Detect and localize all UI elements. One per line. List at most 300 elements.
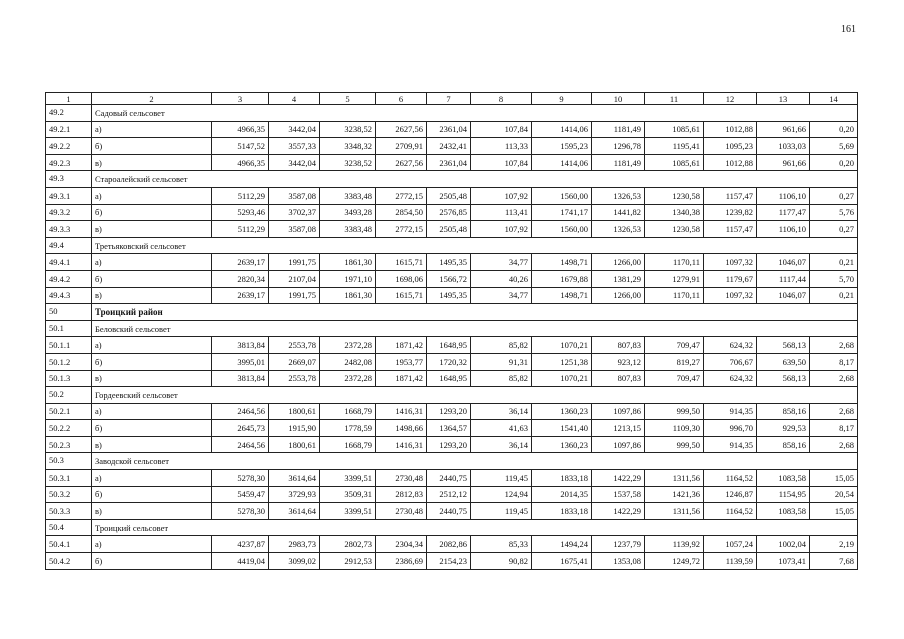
value-cell: 1991,75: [269, 287, 320, 304]
value-cell: 1615,71: [376, 287, 427, 304]
header-row: [46, 93, 858, 105]
section-name: Заводской сельсовет: [92, 453, 858, 470]
row-variant: а): [92, 254, 212, 271]
table-row: [46, 353, 858, 370]
section-name: Староалейский сельсовет: [92, 171, 858, 188]
value-cell: 0,20: [810, 121, 858, 138]
section-name: Гордеевский сельсовет: [92, 387, 858, 404]
value-cell: 2,68: [810, 337, 858, 354]
row-code: 50.2.1: [46, 403, 92, 420]
value-cell: 2553,78: [269, 370, 320, 387]
value-cell: 1360,23: [532, 403, 592, 420]
row-code: 50.4.2: [46, 553, 92, 570]
value-cell: 1595,23: [532, 138, 592, 155]
row-code: 49.3: [46, 171, 92, 188]
value-cell: 1170,11: [645, 287, 704, 304]
row-code: 49.4.1: [46, 254, 92, 271]
value-cell: 3614,64: [269, 503, 320, 520]
value-cell: 3587,08: [269, 187, 320, 204]
row-variant: а): [92, 187, 212, 204]
table-row: [46, 470, 858, 487]
value-cell: 1422,29: [592, 503, 645, 520]
value-cell: 34,77: [471, 287, 532, 304]
value-cell: 2627,56: [376, 121, 427, 138]
column-header: 5: [320, 93, 376, 105]
value-cell: 2983,73: [269, 536, 320, 553]
section-row: [46, 519, 858, 536]
value-cell: 1157,47: [704, 187, 757, 204]
value-cell: 2812,83: [376, 486, 427, 503]
value-cell: 113,33: [471, 138, 532, 155]
value-cell: 961,66: [757, 154, 810, 171]
value-cell: 3493,28: [320, 204, 376, 221]
column-header: 9: [532, 93, 592, 105]
value-cell: 8,17: [810, 353, 858, 370]
value-cell: 999,50: [645, 436, 704, 453]
table-row: [46, 486, 858, 503]
column-header: 13: [757, 93, 810, 105]
value-cell: 1117,44: [757, 270, 810, 287]
value-cell: 1181,49: [592, 121, 645, 138]
value-cell: 3557,33: [269, 138, 320, 155]
district-row: [46, 304, 858, 321]
value-cell: 107,92: [471, 187, 532, 204]
value-cell: 1861,30: [320, 287, 376, 304]
value-cell: 1915,90: [269, 420, 320, 437]
row-code: 50.1.3: [46, 370, 92, 387]
column-header: 11: [645, 93, 704, 105]
value-cell: 3729,93: [269, 486, 320, 503]
value-cell: 1139,59: [704, 553, 757, 570]
value-cell: 1441,82: [592, 204, 645, 221]
value-cell: 568,13: [757, 337, 810, 354]
value-cell: 1070,21: [532, 370, 592, 387]
value-cell: 2154,23: [427, 553, 471, 570]
value-cell: 624,32: [704, 337, 757, 354]
row-variant: в): [92, 154, 212, 171]
value-cell: 1414,06: [532, 121, 592, 138]
value-cell: 85,82: [471, 370, 532, 387]
value-cell: 2912,53: [320, 553, 376, 570]
value-cell: 929,53: [757, 420, 810, 437]
value-cell: 124,94: [471, 486, 532, 503]
value-cell: 709,47: [645, 370, 704, 387]
table-row: [46, 154, 858, 171]
value-cell: 2464,56: [212, 403, 269, 420]
value-cell: 1073,41: [757, 553, 810, 570]
value-cell: 1109,30: [645, 420, 704, 437]
value-cell: 2820,34: [212, 270, 269, 287]
value-cell: 1154,95: [757, 486, 810, 503]
row-variant: в): [92, 221, 212, 238]
value-cell: 1046,07: [757, 287, 810, 304]
column-header: 4: [269, 93, 320, 105]
value-cell: 1097,86: [592, 403, 645, 420]
value-cell: 15,05: [810, 470, 858, 487]
value-cell: 40,26: [471, 270, 532, 287]
value-cell: 2,68: [810, 436, 858, 453]
value-cell: 1861,30: [320, 254, 376, 271]
row-code: 49.3.2: [46, 204, 92, 221]
value-cell: 1498,66: [376, 420, 427, 437]
value-cell: 2372,28: [320, 337, 376, 354]
value-cell: 858,16: [757, 436, 810, 453]
value-cell: 1560,00: [532, 187, 592, 204]
value-cell: 914,35: [704, 403, 757, 420]
value-cell: 91,31: [471, 353, 532, 370]
value-cell: 1083,58: [757, 470, 810, 487]
value-cell: 2645,73: [212, 420, 269, 437]
value-cell: 15,05: [810, 503, 858, 520]
value-cell: 2464,56: [212, 436, 269, 453]
value-cell: 5112,29: [212, 221, 269, 238]
value-cell: 1498,71: [532, 254, 592, 271]
table-row: [46, 436, 858, 453]
value-cell: 2505,48: [427, 187, 471, 204]
value-cell: 1239,82: [704, 204, 757, 221]
row-code: 49.4.2: [46, 270, 92, 287]
column-header: 12: [704, 93, 757, 105]
value-cell: 2107,04: [269, 270, 320, 287]
value-cell: 2014,35: [532, 486, 592, 503]
value-cell: 1246,87: [704, 486, 757, 503]
value-cell: 3238,52: [320, 154, 376, 171]
row-variant: б): [92, 204, 212, 221]
table-row: [46, 204, 858, 221]
value-cell: 2386,69: [376, 553, 427, 570]
value-cell: 3399,51: [320, 470, 376, 487]
value-cell: 1002,04: [757, 536, 810, 553]
value-cell: 4419,04: [212, 553, 269, 570]
value-cell: 1085,61: [645, 121, 704, 138]
row-code: 49.3.1: [46, 187, 92, 204]
value-cell: 1668,79: [320, 436, 376, 453]
value-cell: 5459,47: [212, 486, 269, 503]
value-cell: 2709,91: [376, 138, 427, 155]
value-cell: 5112,29: [212, 187, 269, 204]
value-cell: 2361,04: [427, 121, 471, 138]
value-cell: 5,76: [810, 204, 858, 221]
value-cell: 2576,85: [427, 204, 471, 221]
value-cell: 2482,08: [320, 353, 376, 370]
value-cell: 0,20: [810, 154, 858, 171]
value-cell: 2440,75: [427, 470, 471, 487]
value-cell: 2082,86: [427, 536, 471, 553]
row-code: 50.4: [46, 519, 92, 536]
value-cell: 5278,30: [212, 503, 269, 520]
row-variant: а): [92, 536, 212, 553]
value-cell: 2505,48: [427, 221, 471, 238]
value-cell: 2361,04: [427, 154, 471, 171]
value-cell: 107,84: [471, 154, 532, 171]
row-variant: в): [92, 503, 212, 520]
value-cell: 0,21: [810, 287, 858, 304]
value-cell: 568,13: [757, 370, 810, 387]
column-header: 10: [592, 93, 645, 105]
value-cell: 41,63: [471, 420, 532, 437]
value-cell: 1012,88: [704, 154, 757, 171]
value-cell: 3442,04: [269, 154, 320, 171]
value-cell: 1360,23: [532, 436, 592, 453]
section-row: [46, 171, 858, 188]
value-cell: 1181,49: [592, 154, 645, 171]
value-cell: 1381,29: [592, 270, 645, 287]
value-cell: 2772,15: [376, 221, 427, 238]
table-row: [46, 337, 858, 354]
value-cell: 1833,18: [532, 503, 592, 520]
value-cell: 2432,41: [427, 138, 471, 155]
value-cell: 5,70: [810, 270, 858, 287]
value-cell: 709,47: [645, 337, 704, 354]
value-cell: 3348,32: [320, 138, 376, 155]
value-cell: 1648,95: [427, 370, 471, 387]
value-cell: 2669,07: [269, 353, 320, 370]
value-cell: 1560,00: [532, 221, 592, 238]
row-code: 50.3.2: [46, 486, 92, 503]
table-row: [46, 370, 858, 387]
value-cell: 1326,53: [592, 187, 645, 204]
value-cell: 1800,61: [269, 403, 320, 420]
value-cell: 107,84: [471, 121, 532, 138]
value-cell: 8,17: [810, 420, 858, 437]
row-variant: в): [92, 370, 212, 387]
value-cell: 85,82: [471, 337, 532, 354]
row-code: 50.3.1: [46, 470, 92, 487]
section-row: [46, 237, 858, 254]
table-row: [46, 420, 858, 437]
value-cell: 1266,00: [592, 254, 645, 271]
value-cell: 2372,28: [320, 370, 376, 387]
section-row: [46, 105, 858, 122]
value-cell: 2627,56: [376, 154, 427, 171]
section-name: Третьяковский сельсовет: [92, 237, 858, 254]
value-cell: 1675,41: [532, 553, 592, 570]
value-cell: 2512,12: [427, 486, 471, 503]
value-cell: 113,41: [471, 204, 532, 221]
row-variant: а): [92, 403, 212, 420]
row-code: 49.2: [46, 105, 92, 122]
value-cell: 1106,10: [757, 187, 810, 204]
value-cell: 0,27: [810, 187, 858, 204]
table-row: [46, 187, 858, 204]
value-cell: 1230,58: [645, 187, 704, 204]
value-cell: 819,27: [645, 353, 704, 370]
table-row: [46, 287, 858, 304]
value-cell: 1537,58: [592, 486, 645, 503]
table-row: [46, 403, 858, 420]
value-cell: 858,16: [757, 403, 810, 420]
value-cell: 1097,86: [592, 436, 645, 453]
value-cell: 1326,53: [592, 221, 645, 238]
column-header: 3: [212, 93, 269, 105]
value-cell: 1778,59: [320, 420, 376, 437]
value-cell: 1177,47: [757, 204, 810, 221]
section-row: [46, 387, 858, 404]
value-cell: 2440,75: [427, 503, 471, 520]
value-cell: 5293,46: [212, 204, 269, 221]
value-cell: 706,67: [704, 353, 757, 370]
value-cell: 1279,91: [645, 270, 704, 287]
row-code: 49.2.1: [46, 121, 92, 138]
value-cell: 1833,18: [532, 470, 592, 487]
value-cell: 1266,00: [592, 287, 645, 304]
value-cell: 1422,29: [592, 470, 645, 487]
value-cell: 2,19: [810, 536, 858, 553]
row-code: 50.3.3: [46, 503, 92, 520]
value-cell: 2802,73: [320, 536, 376, 553]
value-cell: 3614,64: [269, 470, 320, 487]
row-variant: б): [92, 353, 212, 370]
table-row: [46, 536, 858, 553]
value-cell: 1353,08: [592, 553, 645, 570]
value-cell: 2,68: [810, 403, 858, 420]
value-cell: 1046,07: [757, 254, 810, 271]
value-cell: 1249,72: [645, 553, 704, 570]
value-cell: 119,45: [471, 503, 532, 520]
section-row: [46, 320, 858, 337]
value-cell: 1871,42: [376, 370, 427, 387]
row-code: 50.1.2: [46, 353, 92, 370]
value-cell: 1139,92: [645, 536, 704, 553]
table-row: [46, 270, 858, 287]
value-cell: 996,70: [704, 420, 757, 437]
value-cell: 1800,61: [269, 436, 320, 453]
value-cell: 1230,58: [645, 221, 704, 238]
value-cell: 1340,38: [645, 204, 704, 221]
value-cell: 3509,31: [320, 486, 376, 503]
value-cell: 2730,48: [376, 470, 427, 487]
value-cell: 1085,61: [645, 154, 704, 171]
value-cell: 1296,78: [592, 138, 645, 155]
value-cell: 90,82: [471, 553, 532, 570]
value-cell: 4237,87: [212, 536, 269, 553]
value-cell: 4966,35: [212, 154, 269, 171]
value-cell: 3238,52: [320, 121, 376, 138]
value-cell: 1668,79: [320, 403, 376, 420]
value-cell: 1179,67: [704, 270, 757, 287]
value-cell: 1679,88: [532, 270, 592, 287]
value-cell: 1416,31: [376, 403, 427, 420]
table-row: [46, 553, 858, 570]
row-code: 50.3: [46, 453, 92, 470]
value-cell: 1698,06: [376, 270, 427, 287]
value-cell: 0,21: [810, 254, 858, 271]
value-cell: 34,77: [471, 254, 532, 271]
value-cell: 3442,04: [269, 121, 320, 138]
row-variant: б): [92, 486, 212, 503]
value-cell: 1615,71: [376, 254, 427, 271]
row-code: 50.2: [46, 387, 92, 404]
row-variant: б): [92, 270, 212, 287]
value-cell: 2854,50: [376, 204, 427, 221]
value-cell: 1311,56: [645, 470, 704, 487]
row-code: 49.2.3: [46, 154, 92, 171]
value-cell: 1494,24: [532, 536, 592, 553]
column-header: 7: [427, 93, 471, 105]
value-cell: 1414,06: [532, 154, 592, 171]
section-name: Беловский сельсовет: [92, 320, 858, 337]
value-cell: 1012,88: [704, 121, 757, 138]
value-cell: 3813,84: [212, 370, 269, 387]
value-cell: 1083,58: [757, 503, 810, 520]
value-cell: 1057,24: [704, 536, 757, 553]
value-cell: 3383,48: [320, 187, 376, 204]
section-row: [46, 453, 858, 470]
row-variant: а): [92, 337, 212, 354]
column-header: 14: [810, 93, 858, 105]
value-cell: 624,32: [704, 370, 757, 387]
value-cell: 2639,17: [212, 254, 269, 271]
value-cell: 36,14: [471, 436, 532, 453]
row-code: 49.4.3: [46, 287, 92, 304]
value-cell: 1720,32: [427, 353, 471, 370]
value-cell: 639,50: [757, 353, 810, 370]
district-name: Троицкий район: [92, 304, 858, 321]
value-cell: 999,50: [645, 403, 704, 420]
value-cell: 1498,71: [532, 287, 592, 304]
value-cell: 1251,38: [532, 353, 592, 370]
value-cell: 7,68: [810, 553, 858, 570]
value-cell: 1095,23: [704, 138, 757, 155]
column-header: 6: [376, 93, 427, 105]
value-cell: 3383,48: [320, 221, 376, 238]
row-code: 50.1.1: [46, 337, 92, 354]
value-cell: 807,83: [592, 337, 645, 354]
value-cell: 0,27: [810, 221, 858, 238]
value-cell: 1106,10: [757, 221, 810, 238]
row-variant: б): [92, 420, 212, 437]
value-cell: 1495,35: [427, 287, 471, 304]
value-cell: 1871,42: [376, 337, 427, 354]
row-code: 50.1: [46, 320, 92, 337]
value-cell: 5,69: [810, 138, 858, 155]
value-cell: 2730,48: [376, 503, 427, 520]
table-row: [46, 503, 858, 520]
value-cell: 3702,37: [269, 204, 320, 221]
value-cell: 1070,21: [532, 337, 592, 354]
table-row: [46, 121, 858, 138]
row-code: 50.4.1: [46, 536, 92, 553]
value-cell: 1741,17: [532, 204, 592, 221]
table-row: [46, 138, 858, 155]
value-cell: 1164,52: [704, 503, 757, 520]
value-cell: 1195,41: [645, 138, 704, 155]
value-cell: 1237,79: [592, 536, 645, 553]
column-header: 2: [92, 93, 212, 105]
value-cell: 2553,78: [269, 337, 320, 354]
value-cell: 3995,01: [212, 353, 269, 370]
value-cell: 807,83: [592, 370, 645, 387]
value-cell: 1157,47: [704, 221, 757, 238]
value-cell: 85,33: [471, 536, 532, 553]
value-cell: 3587,08: [269, 221, 320, 238]
row-code: 50.2.3: [46, 436, 92, 453]
value-cell: 914,35: [704, 436, 757, 453]
value-cell: 1421,36: [645, 486, 704, 503]
value-cell: 923,12: [592, 353, 645, 370]
value-cell: 3099,02: [269, 553, 320, 570]
value-cell: 5147,52: [212, 138, 269, 155]
section-name: Садовый сельсовет: [92, 105, 858, 122]
value-cell: 1495,35: [427, 254, 471, 271]
value-cell: 1033,03: [757, 138, 810, 155]
table-row: [46, 254, 858, 271]
row-code: 49.4: [46, 237, 92, 254]
value-cell: 1311,56: [645, 503, 704, 520]
row-code: 49.2.2: [46, 138, 92, 155]
value-cell: 4966,35: [212, 121, 269, 138]
value-cell: 1170,11: [645, 254, 704, 271]
